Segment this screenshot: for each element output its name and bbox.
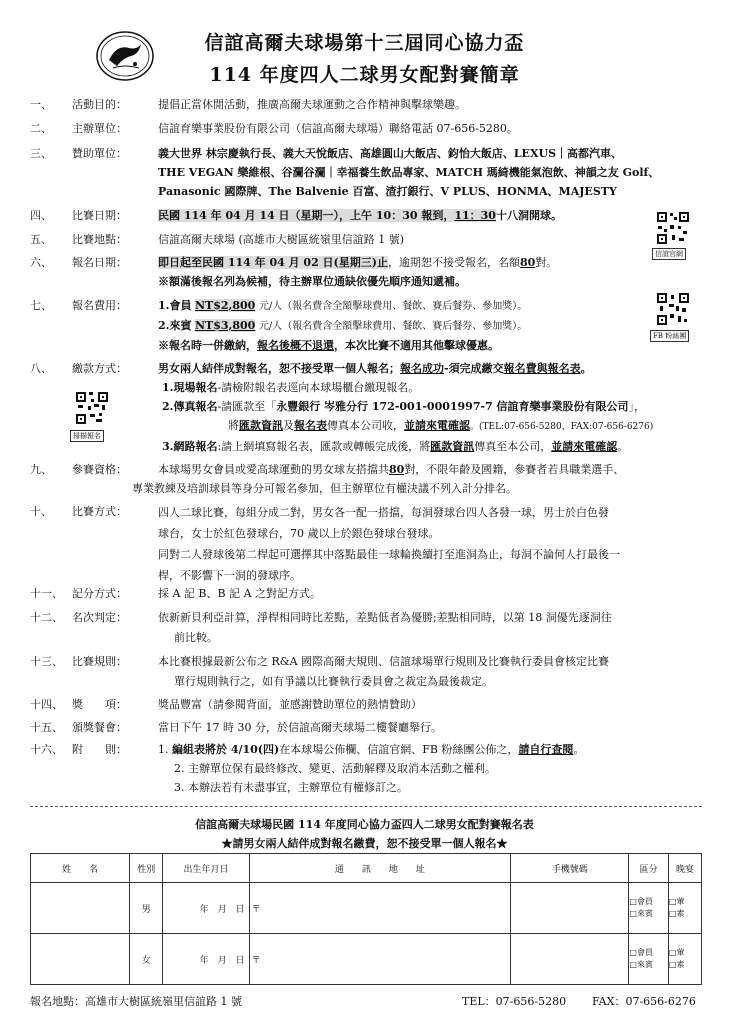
cut-line-divider bbox=[30, 806, 702, 807]
form-header-row bbox=[31, 854, 702, 883]
footer-tel: TEL：07-656-5280 bbox=[462, 995, 567, 1008]
gender-cell: 男 bbox=[130, 883, 163, 934]
title-line-2: 114 年度四人二球男女配對賽簡章 bbox=[209, 64, 520, 86]
col-address: 通 訊 地 址 bbox=[249, 854, 510, 883]
qr-official-site-icon[interactable] bbox=[656, 211, 690, 245]
name-field[interactable] bbox=[31, 883, 130, 934]
qr-online-registration-icon[interactable] bbox=[75, 391, 109, 425]
meat-checkbox[interactable]: □葷 bbox=[668, 897, 685, 906]
registration-form-table bbox=[30, 853, 702, 985]
col-dinner: 晚宴 bbox=[668, 854, 701, 883]
veg-checkbox[interactable]: □素 bbox=[668, 960, 685, 969]
col-name: 姓 名 bbox=[31, 854, 130, 883]
form-row-female bbox=[31, 934, 702, 985]
birth-field[interactable]: 年 月 日 bbox=[163, 883, 249, 934]
col-category: 區分 bbox=[629, 854, 668, 883]
address-field[interactable]: 〒 bbox=[249, 883, 510, 934]
col-mobile: 手機號碼 bbox=[511, 854, 629, 883]
address-field[interactable]: 〒 bbox=[249, 934, 510, 985]
category-options bbox=[629, 883, 668, 934]
footer-fax: FAX：07-656-6276 bbox=[592, 995, 696, 1008]
col-gender: 性別 bbox=[130, 854, 163, 883]
qr-official-caption: 信誼官網 bbox=[652, 248, 686, 260]
qr-fb-fanpage-icon[interactable] bbox=[656, 292, 690, 326]
page: 信誼高爾夫球場第十三屆同心協力盃 114 年度四人二球男女配對賽簡章 一、 活動目的： 提倡正當休閒活動，推廣高爾夫球運動之合作精神與擊球樂趣。 二、 主辦單位： 信誼育樂事業股份有限公司（信誼高爾夫球場）聯絡電話 07-656-5280。 三、 贊助單位： 義大世界 林宗慶執行長、義大天悅飯店、高雄圓山大飯店、鈞怡大飯店、LEXUS｜高都汽車、 THE VEGAN 樂維根、谷瀾谷瀾｜幸福養生飲品專家、MATCH 瑪綺機能氣泡飲、神韻之友 Golf、 Panasonic 國際牌、The Balvenie 百富、渣打銀行、V PLUS、HONMA、MAJESTY 四、 比賽日期： 民國 114 年 04 月 14 日（星期一），上午 10：30 報到，11：30十八洞開球。 五、 比賽地點： 信誼高爾夫球場 (高雄市大樹區統嶺里信誼路 1 號) 六、 報名日期： 即日起至民國 114 年 04 月 02 日(星期三)止，逾期恕不接受報名，名額80對。 ※額滿後報名列為候補，待主辦單位通缺依優先順序通知遞補。 七、 報名費用： 1.會員 NT$2,800 元/人（報名費含全額擊球費用、餐飲、賽后餐券、參加獎）。 2.來賓 NT$3,800 元/人（報名費含全額擊球費用、餐飲、賽后餐券、參加獎）。 ※報名時一併繳納，報名後概不退還，本次比賽不適用其他擊球優惠。 八、 繳款方式： 男女兩人結伴成對報名，恕不接受單一個人報名；報名成功-須完成繳交報名費與報名表。 1.現場報名-請檢附報名表逕向本球場櫃台繳現報名。 2.傳真報名-請匯款至「永豐銀行 岑雅分行 172-001-0001997-7 信誼育樂事業股份有限公司」， 將匯款資訊及報名表傳真本公司收，並請來電確認。(TEL:07-656-5280，FAX:07-656-6276) 3.網路報名:請上網填寫報名表，匯款或轉帳完成後，將匯款資訊傳真至本公司，並請來電確認。 九、 參賽資格： 本球場男女會員或愛高球運動的男女球友搭擋共80對，不限年齡及國籍，參賽者若具職業選手、 專業教練及培訓球員等身分可報名參加，但主辦單位有權決議不列入計分排名。 十、 比賽方式： 四人二球比賽，每組分成二對，男女各一配一搭擋，每洞發球台四人各發一球，男士於白色發 球台，女士於紅色發球台，70 歲以上於銀色發球台發球。 同對二人發球後第二桿起可選擇其中落點最佳一球輪換續打至進洞為止，每洞不論何人打最後一 桿，不影響下一洞的發球序。 十一、 記分方式： 採 A 記 B、B 記 A 之對記方式。 十二、 名次判定： 依新新貝利亞計算，淨桿相同時比差點，差點低者為優勝;差點相同時，以第 18 洞優先逐洞往 前比較。 十三、 比賽規則： 本比賽根據最新公布之 R&A 國際高爾夫規則、信誼球場單行規則及比賽執行委員會核定比賽 單行規則執行之，如有爭議以比賽執行委員會之裁定為最後裁定。 十四、 獎 項： 獎品豐富（請參閱背面，並感謝贊助單位的熱情贊助） 十五、 頒獎餐會： 當日下午 17 時 30 分，於信誼高爾夫球場二樓餐廳舉行。 十六、 附 則： 1. 編組表將於 4/10(四)在本球場公佈欄、信誼官網、FB 粉絲團公佈之，請自行查閱。 2. 主辦單位保有最終修改、變更、活動解釋及取消本活動之權利。 3. 本辦法若有未盡事宜，主辦單位有權修訂之。 信誼官網 FB 粉絲團 掃描報名 信誼高爾夫球場民國 114 年度同心協力盃四人二球男女配對賽報名表 ★請男女兩人結伴成對報名繳費，恕不接受單一個人報名★ 姓 名 性別 出生年月日 通 訊 地 址 手機號碼 區分 晚宴 男 年 月 日 〒 □會員 □來賓 □葷 □素 女 年 月 日 〒 □會員 □來賓 □葷 □素 報名地點：高雄市大樹區統嶺里信誼路 1 號 TEL：07-656-5280 FAX：07-656-6276 bbox=[0, 0, 729, 1032]
mobile-field[interactable] bbox=[511, 934, 629, 985]
member-checkbox[interactable]: □會員 bbox=[629, 948, 653, 957]
form-title: 信誼高爾夫球場民國 114 年度同心協力盃四人二球男女配對賽報名表 bbox=[195, 818, 534, 831]
guest-checkbox[interactable]: □來賓 bbox=[629, 960, 653, 969]
category-options bbox=[629, 934, 668, 985]
mobile-field[interactable] bbox=[511, 883, 629, 934]
member-checkbox[interactable]: □會員 bbox=[629, 897, 653, 906]
qr-fb-caption: FB 粉絲團 bbox=[650, 330, 689, 342]
form-row-male bbox=[31, 883, 702, 934]
birth-field[interactable]: 年 月 日 bbox=[163, 934, 249, 985]
guest-checkbox[interactable]: □來賓 bbox=[629, 909, 653, 918]
footer-address: 報名地點：高雄市大樹區統嶺里信誼路 1 號 bbox=[30, 995, 242, 1008]
title-line-1: 信誼高爾夫球場第十三屆同心協力盃 bbox=[204, 32, 525, 54]
col-birth: 出生年月日 bbox=[163, 854, 249, 883]
dinner-options bbox=[668, 934, 701, 985]
qr-scan-caption: 掃描報名 bbox=[70, 430, 104, 442]
form-subtitle: ★請男女兩人結伴成對報名繳費，恕不接受單一個人報名★ bbox=[221, 837, 508, 850]
meat-checkbox[interactable]: □葷 bbox=[668, 948, 685, 957]
dinner-options bbox=[668, 883, 701, 934]
name-field[interactable] bbox=[31, 934, 130, 985]
gender-cell: 女 bbox=[130, 934, 163, 985]
veg-checkbox[interactable]: □素 bbox=[668, 909, 685, 918]
